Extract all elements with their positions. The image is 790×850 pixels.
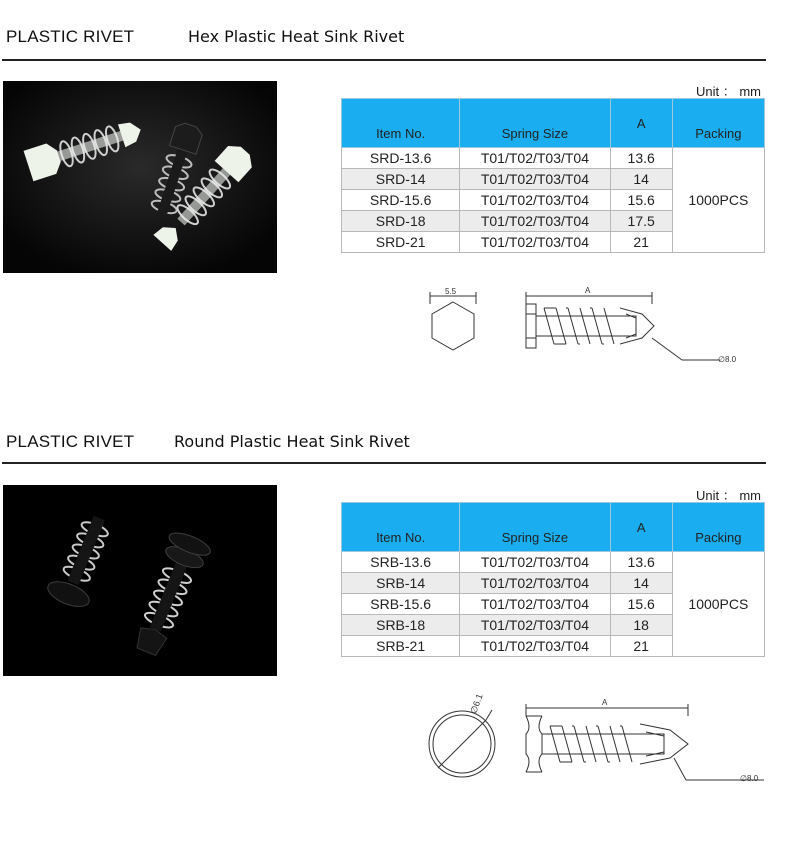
- item-no-cell: SRB-15.6: [342, 594, 460, 615]
- item-no-cell: SRD-18: [342, 211, 460, 232]
- section-title: Hex Plastic Heat Sink Rivet: [188, 27, 405, 46]
- a-value-cell: 15.6: [610, 594, 672, 615]
- column-header-spring-size: Spring Size: [460, 99, 610, 148]
- technical-drawing-hex: [420, 282, 760, 372]
- spring-size-cell: T01/T02/T03/T04: [460, 636, 610, 657]
- spring-size-cell: T01/T02/T03/T04: [460, 594, 610, 615]
- spring-size-cell: T01/T02/T03/T04: [460, 615, 610, 636]
- table-row: [342, 148, 765, 169]
- section-header-hex: [0, 27, 766, 57]
- head-dimension-label: 5.5: [445, 287, 457, 296]
- a-value-cell: 17.5: [610, 211, 672, 232]
- column-header-packing: Packing: [672, 99, 764, 148]
- category-label: PLASTIC RIVET: [6, 432, 135, 451]
- item-no-cell: SRD-14: [342, 169, 460, 190]
- hex-rivets-illustration: [3, 81, 277, 273]
- a-value-cell: 18: [610, 615, 672, 636]
- spring-size-cell: T01/T02/T03/T04: [460, 573, 610, 594]
- item-no-cell: SRB-14: [342, 573, 460, 594]
- a-value-cell: 15.6: [610, 190, 672, 211]
- column-header-a: A: [610, 503, 672, 552]
- packing-cell: 1000PCS: [672, 552, 764, 657]
- unit-label: Unit ： mm: [696, 488, 762, 503]
- spring-size-cell: T01/T02/T03/T04: [460, 232, 610, 253]
- round-rivets-illustration: [3, 485, 277, 676]
- a-value-cell: 14: [610, 573, 672, 594]
- item-no-cell: SRB-13.6: [342, 552, 460, 573]
- category-label: PLASTIC RIVET: [6, 27, 135, 46]
- technical-drawing-round: [420, 688, 770, 788]
- section-header-round: [0, 432, 766, 462]
- spring-size-cell: T01/T02/T03/T04: [460, 169, 610, 190]
- table-row: [342, 552, 765, 573]
- spring-size-cell: T01/T02/T03/T04: [460, 211, 610, 232]
- a-value-cell: 21: [610, 636, 672, 657]
- a-value-cell: 14: [610, 169, 672, 190]
- column-header-item-no: Item No.: [342, 503, 460, 552]
- spring-size-cell: T01/T02/T03/T04: [460, 190, 610, 211]
- a-value-cell: 13.6: [610, 552, 672, 573]
- section-divider: [2, 462, 766, 464]
- item-no-cell: SRB-18: [342, 615, 460, 636]
- spring-size-cell: T01/T02/T03/T04: [460, 148, 610, 169]
- packing-cell: 1000PCS: [672, 148, 764, 253]
- item-no-cell: SRB-21: [342, 636, 460, 657]
- product-photo-round-rivets: [3, 485, 277, 676]
- table-header-row: [342, 99, 765, 148]
- product-photo-hex-rivets: [3, 81, 277, 273]
- column-header-item-no: Item No.: [342, 99, 460, 148]
- diameter-dimension-label: ∅8.0: [740, 774, 759, 783]
- a-value-cell: 13.6: [610, 148, 672, 169]
- column-header-a: A: [610, 99, 672, 148]
- item-no-cell: SRD-21: [342, 232, 460, 253]
- column-header-packing: Packing: [672, 503, 764, 552]
- length-dimension-label: A: [585, 286, 591, 295]
- head-diameter-label: ∅6.1: [468, 692, 485, 716]
- length-dimension-label: A: [602, 698, 608, 707]
- spec-table-hex: [341, 98, 765, 253]
- section-title: Round Plastic Heat Sink Rivet: [174, 432, 410, 451]
- unit-label: Unit ： mm: [696, 84, 762, 99]
- item-no-cell: SRD-15.6: [342, 190, 460, 211]
- spec-table-round: [341, 502, 765, 657]
- section-divider: [2, 59, 766, 61]
- spring-size-cell: T01/T02/T03/T04: [460, 552, 610, 573]
- item-no-cell: SRD-13.6: [342, 148, 460, 169]
- table-header-row: [342, 503, 765, 552]
- a-value-cell: 21: [610, 232, 672, 253]
- column-header-spring-size: Spring Size: [460, 503, 610, 552]
- diameter-dimension-label: ∅8.0: [718, 355, 737, 364]
